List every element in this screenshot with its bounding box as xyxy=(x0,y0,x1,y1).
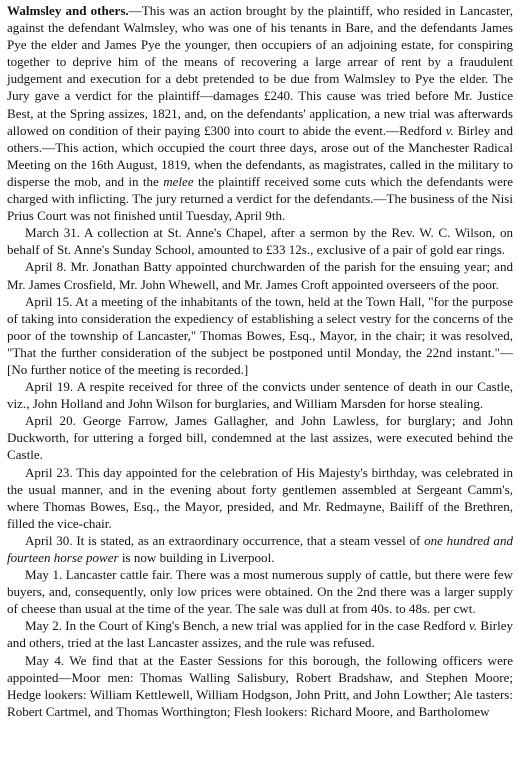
text-run: —This was an action brought by the plaintiff, who resided in Lancaster, against the defendant Walmsley, who was one of his tenants in Bare, and the defendants James Pye the elder and James Pye the younger, then occupiers of an adjoining estate, for conspiring together to deprive him of the means of recovering a large arrear of rent by a fraudulent judgement and execution for a debt pretended to be due from Walmsley to Pye the elder. The Jury gave a verdict for the plaintiff—damages £240. This cause was tried before Mr. Justice Best, at the Spring assizes, 1821, and, on the defendants' application, a new trial was afterwards allowed on condition of their paying £300 into court to abide the event.—Redford xyxy=(7,3,513,138)
text-run: March 31. A collection at St. Anne's Chapel, after a sermon by the Rev. W. C. Wilson, on behalf of St. Anne's Sunday School, amounted to £33 12s., exclusive of a pair of gold ear rings. xyxy=(7,225,513,258)
text-run: April 8. Mr. Jonathan Batty appointed churchwarden of the parish for the ensuing year; and Mr. James Crosfield, Mr. John Whewell, and Mr. James Croft appointed overseers of the poor. xyxy=(7,259,513,292)
paragraph xyxy=(7,258,513,292)
paragraph xyxy=(7,464,513,532)
text-run: May 1. Lancaster cattle fair. There was a most numerous supply of cattle, but there were few buyers, and, consequently, only low prices were obtained. On the 2nd there was a larger supply of cheese than usual at the time of the year. The sale was dull at from 40s. to 48s. per cwt. xyxy=(7,567,513,617)
text-run: May 2. In the Court of King's Bench, a new trial was applied for in the case Redford xyxy=(25,618,470,634)
text-run: May 4. We find that at the Easter Sessions for this borough, the following officers were appointed—Moor men: Thomas Walling Salisbury, Robert Bradshaw, and Stephen Moore; Hedge lookers: William Kettlewell, William Hodgson, John Pritt, and John Lowther; Ale tasters: Robert Cartmel, and Thomas Worthington; Flesh lookers: Richard Moore, and Bartholomew xyxy=(7,652,513,719)
paragraph xyxy=(7,378,513,412)
text-run: Birley and others.—This action, which occupied the court three days, arose out of the Manchester Radical Meeting on the 16th August, 1819, when the defendants, as magistrates, called in the military to disperse the mob, and in the xyxy=(7,122,513,189)
italic-text: v. xyxy=(445,122,454,138)
text-run: April 23. This day appointed for the celebration of His Majesty's birthday, was celebrated in the usual manner, and in the evening about forty gentlemen assembled at Sergeant Camm's, where Thomas Bowes, Esq., the Mayor, presided, and Mr. Redmayne, Bailiff of the Brethren, filled the vice-chair. xyxy=(7,464,513,531)
paragraph xyxy=(7,652,513,720)
paragraph xyxy=(7,412,513,463)
paragraph xyxy=(7,532,513,566)
text-run: the plaintiff received some cuts which the defendants were charged with inflicting. The jury returned a verdict for the defendants.—The business of the Nisi Prius Court was not finished until Tuesday, April 9th. xyxy=(7,173,513,224)
text-run: Birley and others, tried at the last Lancaster assizes, and the rule was refused. xyxy=(7,618,514,651)
bold-text: Walmsley and others. xyxy=(7,3,129,18)
text-run: April 15. At a meeting of the inhabitants of the town, held at the Town Hall, "for the purpose of taking into consideration the expediency of establishing a select vestry for the concerns of the poor of the township of Lancaster," Thomas Bowes, Esq., Mayor, in the chair; it was resolved, "That the further consideration of the subject be postponed until Monday, the 22nd instant."—[No further notice of the meeting is recorded.] xyxy=(7,293,513,377)
text-run: April 19. A respite received for three of the convicts under sentence of death in our Castle, viz., John Holland and John Wilson for burglaries, and William Marsden for horse stealing. xyxy=(7,379,513,412)
text-run: April 20. George Farrow, James Gallagher, and John Lawless, for burglary; and John Duckworth, for uttering a forged bill, condemned at the last assizes, were executed behind the Castle. xyxy=(7,413,513,463)
paragraph xyxy=(7,566,513,617)
italic-text: melee xyxy=(163,173,194,189)
italic-text: v. xyxy=(469,618,478,634)
text-run: is now building in Liverpool. xyxy=(118,550,275,565)
text-run: April 30. It is stated, as an extraordinary occurrence, that a steam vessel of xyxy=(25,532,425,548)
paragraph xyxy=(7,224,513,258)
document-page xyxy=(7,2,513,720)
paragraph xyxy=(7,293,513,378)
italic-text: one hundred and fourteen horse power xyxy=(7,532,513,565)
paragraph xyxy=(7,2,513,224)
paragraph xyxy=(7,617,513,651)
